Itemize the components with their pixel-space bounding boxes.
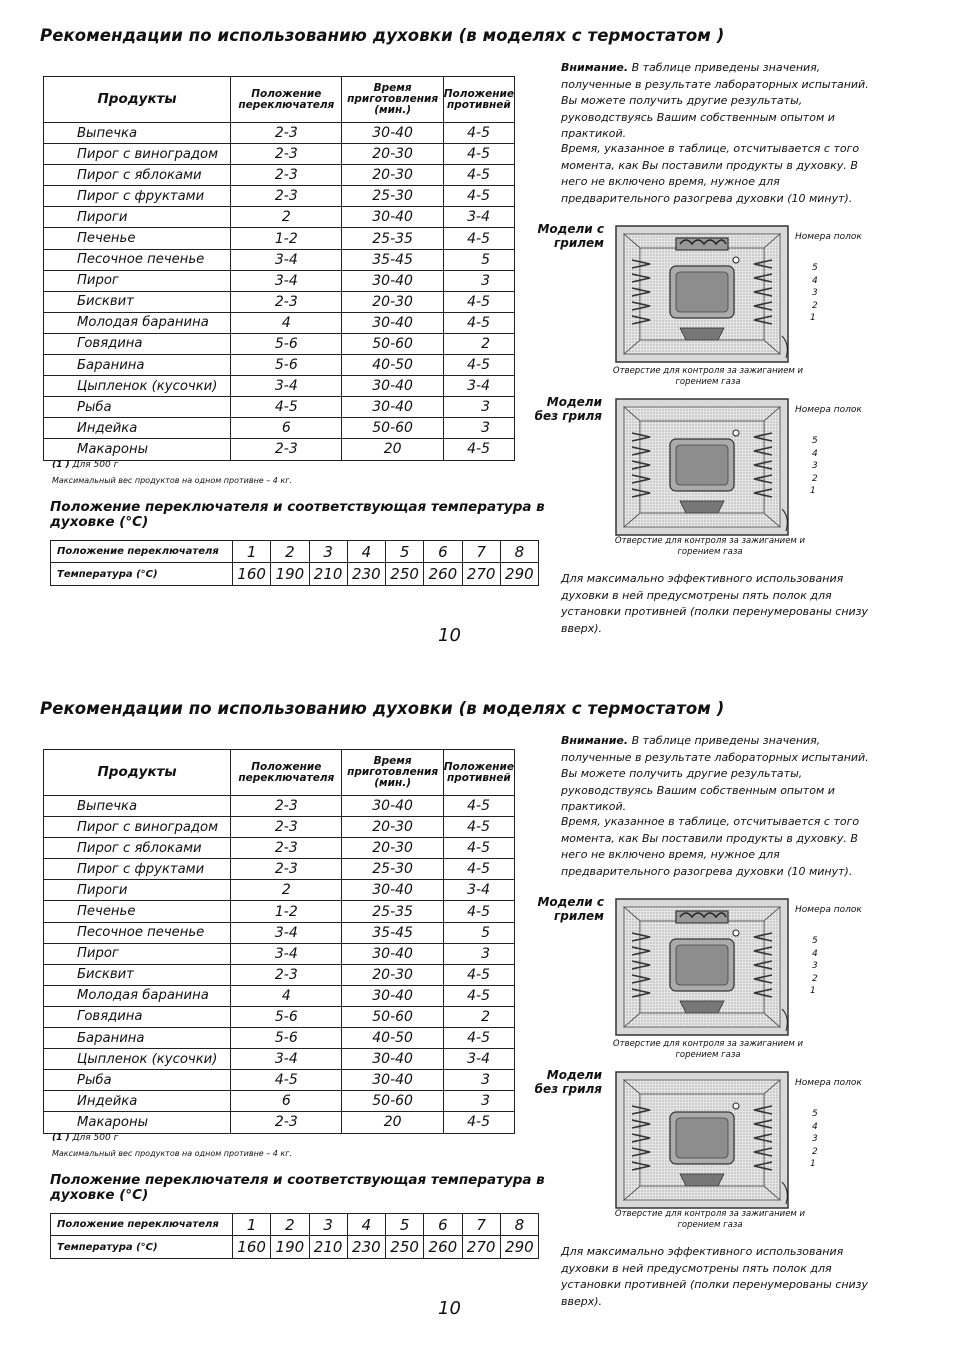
temperature-cell: 270 — [462, 563, 500, 586]
switch-position: 3-4 — [231, 270, 342, 291]
temperature-row-values — [51, 563, 539, 586]
cooking-time: 25-30 — [342, 859, 443, 880]
switch-position: 5-6 — [231, 333, 342, 354]
shelves-note: Для максимально эффективного использования духовки в ней предусмотрены пять полок для установки противней (полки перенумерованы снизу вверх). — [561, 1245, 869, 1308]
switch-position: 2-3 — [231, 817, 342, 838]
page-number: 10 — [438, 625, 461, 646]
temperature-cell: 250 — [386, 1236, 424, 1259]
switch-position: 2-3 — [231, 291, 342, 312]
shelf-position: 3 — [443, 397, 514, 418]
shelf-position: 4-5 — [443, 985, 514, 1006]
table-row — [44, 985, 515, 1006]
table-row — [44, 1049, 515, 1070]
cooking-time: 20-30 — [342, 817, 443, 838]
shelf-position: 4-5 — [443, 228, 514, 249]
footnote-2: Максимальный вес продуктов на одном противне – 4 кг. — [52, 1149, 293, 1158]
header-shelf: Положение противней — [443, 750, 514, 796]
cooking-time: 30-40 — [342, 207, 443, 228]
shelf-position: 4-5 — [443, 291, 514, 312]
product-name: Пирог — [44, 270, 231, 291]
shelves-note: Для максимально эффективного использования духовки в ней предусмотрены пять полок для установки противней (полки перенумерованы снизу вверх). — [561, 572, 869, 635]
oven-nogrill-illustration — [614, 397, 790, 537]
cooking-time: 20-30 — [342, 165, 443, 186]
cooking-time: 35-45 — [342, 922, 443, 943]
oven-grill-illustration — [614, 897, 790, 1037]
product-name: Пирог с фруктами — [44, 859, 231, 880]
table-row — [44, 880, 515, 901]
table-row — [44, 1070, 515, 1091]
product-name: Бисквит — [44, 291, 231, 312]
shelf-position: 4-5 — [443, 123, 514, 144]
header-time: Время приготовления (мин.) — [342, 750, 443, 796]
product-name: Макароны — [44, 439, 231, 460]
table-row — [44, 943, 515, 964]
table-row — [44, 796, 515, 817]
shelf-position: 5 — [443, 922, 514, 943]
temperature-row-positions — [51, 1214, 539, 1236]
cooking-time: 50-60 — [342, 1006, 443, 1027]
cooking-time: 20-30 — [342, 144, 443, 165]
attention-note: Внимание. В таблице приведены значения, полученные в результате лабораторных испытаний. Вы можете получить другие результаты, руководствуясь Вашим собственным опытом и практикой. — [561, 734, 869, 813]
shelf-position: 4-5 — [443, 901, 514, 922]
shelf-number: 4 — [812, 448, 818, 459]
product-name: Индейка — [44, 1091, 231, 1112]
table-row — [44, 1112, 515, 1133]
model-nogrill-label: Модели без гриля — [534, 395, 602, 423]
table-row — [44, 228, 515, 249]
cooking-time: 25-35 — [342, 228, 443, 249]
switch-position: 6 — [231, 418, 342, 439]
temperature-cell: 270 — [462, 1236, 500, 1259]
shelf-number: 3 — [812, 961, 818, 972]
shelf-numbers-label: Номера полок — [795, 232, 862, 242]
product-name: Пирог с виноградом — [44, 817, 231, 838]
product-name: Пирог с виноградом — [44, 144, 231, 165]
table-row — [44, 312, 515, 333]
manual-page — [0, 0, 954, 672]
shelf-number: 4 — [812, 948, 818, 959]
switch-position-cell: 7 — [462, 1214, 500, 1236]
switch-position: 3-4 — [231, 376, 342, 397]
temperature-cell: 290 — [500, 563, 538, 586]
shelf-number: 2 — [812, 1146, 818, 1157]
switch-position-cell: 2 — [271, 1214, 309, 1236]
temperatures-label: Температура (°С) — [51, 1236, 233, 1259]
switch-position-cell: 1 — [233, 541, 271, 563]
cooking-time: 20 — [342, 439, 443, 460]
shelf-position: 4-5 — [443, 439, 514, 460]
switch-position-cell: 5 — [386, 1214, 424, 1236]
temperature-cell: 260 — [424, 1236, 462, 1259]
product-name: Выпечка — [44, 796, 231, 817]
manual-page — [0, 673, 954, 1345]
temperature-row-values — [51, 1236, 539, 1259]
temperature-subtitle: Положение переключателя и соответствующая температура в духовке (°С) — [50, 499, 545, 530]
switch-position-cell: 1 — [233, 1214, 271, 1236]
cooking-time: 20-30 — [342, 291, 443, 312]
header-switch: Положение переключателя — [231, 77, 342, 123]
cooking-time: 20-30 — [342, 964, 443, 985]
cooking-time: 30-40 — [342, 397, 443, 418]
product-name: Цыпленок (кусочки) — [44, 1049, 231, 1070]
shelf-position: 4-5 — [443, 165, 514, 186]
switch-position: 6 — [231, 1091, 342, 1112]
cooking-time: 30-40 — [342, 123, 443, 144]
shelf-position: 3 — [443, 1070, 514, 1091]
cooking-time: 30-40 — [342, 796, 443, 817]
temperatures-label: Температура (°С) — [51, 563, 233, 586]
table-row — [44, 270, 515, 291]
shelf-position: 2 — [443, 333, 514, 354]
switch-position: 2-3 — [231, 144, 342, 165]
temperature-cell: 210 — [309, 1236, 347, 1259]
switch-position: 3-4 — [231, 922, 342, 943]
table-row — [44, 123, 515, 144]
header-product: Продукты — [44, 77, 231, 123]
switch-position: 4-5 — [231, 1070, 342, 1091]
shelf-number: 5 — [812, 263, 818, 273]
oven-nogrill-illustration — [614, 1070, 790, 1210]
cooking-time: 30-40 — [342, 270, 443, 291]
product-name: Печенье — [44, 901, 231, 922]
switch-position: 2-3 — [231, 838, 342, 859]
table-row — [44, 1028, 515, 1049]
table-row — [44, 901, 515, 922]
switch-position: 4 — [231, 312, 342, 333]
product-name: Говядина — [44, 1006, 231, 1027]
temperature-cell: 160 — [233, 563, 271, 586]
switch-position: 5-6 — [231, 1028, 342, 1049]
header-product: Продукты — [44, 750, 231, 796]
switch-position-cell: 4 — [347, 1214, 385, 1236]
cooking-time: 40-50 — [342, 355, 443, 376]
time-note: Время, указанное в таблице, отсчитывается с того момента, как Вы поставили продукты в духовку. В него не включено время, нужное для предварительного разогрева духовки (10 минут). — [561, 142, 860, 205]
temperature-cell: 210 — [309, 563, 347, 586]
shelf-numbers-label: Номера полок — [795, 905, 862, 915]
header-shelf: Положение противней — [443, 77, 514, 123]
cooking-time: 40-50 — [342, 1028, 443, 1049]
oven-grill-illustration — [614, 224, 790, 364]
switch-position: 2-3 — [231, 186, 342, 207]
switch-position-cell: 2 — [271, 541, 309, 563]
temperature-cell: 190 — [271, 563, 309, 586]
table-row — [44, 165, 515, 186]
footnote-1: (1 ) Для 500 г — [52, 1133, 119, 1143]
footnote-1: (1 ) Для 500 г — [52, 460, 119, 470]
switch-position: 5-6 — [231, 1006, 342, 1027]
table-header — [44, 77, 515, 123]
shelf-number: 4 — [812, 275, 818, 286]
switch-position-cell: 3 — [309, 1214, 347, 1236]
shelf-position: 4-5 — [443, 859, 514, 880]
model-grill-label: Модели с грилем — [537, 895, 604, 923]
table-row — [44, 817, 515, 838]
product-name: Песочное печенье — [44, 249, 231, 270]
model-nogrill-label: Модели без гриля — [534, 1068, 602, 1096]
temperature-cell: 260 — [424, 563, 462, 586]
table-row — [44, 186, 515, 207]
product-name: Бисквит — [44, 964, 231, 985]
temperature-cell: 160 — [233, 1236, 271, 1259]
shelf-number: 3 — [812, 1134, 818, 1145]
header-time: Время приготовления (мин.) — [342, 77, 443, 123]
shelf-position: 4-5 — [443, 817, 514, 838]
switch-position-cell: 8 — [500, 541, 538, 563]
shelf-number: 3 — [812, 461, 818, 472]
switch-position-cell: 5 — [386, 541, 424, 563]
table-row — [44, 439, 515, 460]
product-name: Пироги — [44, 880, 231, 901]
cooking-time: 50-60 — [342, 333, 443, 354]
product-name: Молодая баранина — [44, 985, 231, 1006]
page-title: Рекомендации по использованию духовки (в моделях с термостатом ) — [40, 699, 725, 718]
table-row — [44, 376, 515, 397]
switch-position: 2-3 — [231, 796, 342, 817]
table-row — [44, 418, 515, 439]
switch-position: 2-3 — [231, 1112, 342, 1133]
table-row — [44, 859, 515, 880]
switch-position: 5-6 — [231, 355, 342, 376]
gas-hole-caption: Отверстие для контроля за зажиганием и горением газа — [614, 536, 806, 557]
cooking-time: 50-60 — [342, 418, 443, 439]
product-name: Печенье — [44, 228, 231, 249]
cooking-time: 25-30 — [342, 186, 443, 207]
switch-position-cell: 6 — [424, 541, 462, 563]
shelf-position: 2 — [443, 1006, 514, 1027]
switch-position: 2-3 — [231, 123, 342, 144]
cooking-time: 30-40 — [342, 376, 443, 397]
switch-position: 2-3 — [231, 165, 342, 186]
shelf-position: 4-5 — [443, 796, 514, 817]
product-name: Выпечка — [44, 123, 231, 144]
product-name: Индейка — [44, 418, 231, 439]
product-name: Песочное печенье — [44, 922, 231, 943]
product-name: Пирог с фруктами — [44, 186, 231, 207]
shelf-position: 5 — [443, 249, 514, 270]
switch-position: 3-4 — [231, 1049, 342, 1070]
header-switch: Положение переключателя — [231, 750, 342, 796]
shelf-number: 5 — [812, 436, 818, 446]
positions-label: Положение переключателя — [51, 541, 233, 563]
temperature-cell: 250 — [386, 563, 424, 586]
shelf-number: 1 — [810, 486, 816, 497]
cooking-time: 35-45 — [342, 249, 443, 270]
shelf-position: 4-5 — [443, 312, 514, 333]
temperature-table — [50, 540, 539, 586]
product-name: Рыба — [44, 1070, 231, 1091]
shelf-position: 4-5 — [443, 838, 514, 859]
product-name: Рыба — [44, 397, 231, 418]
cooking-time: 30-40 — [342, 985, 443, 1006]
switch-position: 1-2 — [231, 228, 342, 249]
switch-position-cell: 6 — [424, 1214, 462, 1236]
attention-note: Внимание. В таблице приведены значения, полученные в результате лабораторных испытаний. Вы можете получить другие результаты, руководствуясь Вашим собственным опытом и практикой. — [561, 61, 869, 140]
shelf-number: 5 — [812, 1109, 818, 1119]
cooking-time: 30-40 — [342, 880, 443, 901]
table-row — [44, 1006, 515, 1027]
switch-position: 2 — [231, 880, 342, 901]
shelf-number: 1 — [810, 313, 816, 324]
page-number: 10 — [438, 1298, 461, 1319]
cooking-time: 30-40 — [342, 312, 443, 333]
table-row — [44, 207, 515, 228]
shelf-position: 4-5 — [443, 144, 514, 165]
table-header — [44, 750, 515, 796]
shelf-number: 5 — [812, 936, 818, 946]
product-name: Пирог — [44, 943, 231, 964]
shelf-position: 4-5 — [443, 186, 514, 207]
shelf-position: 3-4 — [443, 880, 514, 901]
switch-position: 1-2 — [231, 901, 342, 922]
switch-position-cell: 4 — [347, 541, 385, 563]
switch-position-cell: 3 — [309, 541, 347, 563]
shelf-position: 3 — [443, 943, 514, 964]
table-row — [44, 249, 515, 270]
shelf-number: 2 — [812, 973, 818, 984]
product-name: Баранина — [44, 355, 231, 376]
cooking-time: 50-60 — [342, 1091, 443, 1112]
shelf-number: 2 — [812, 473, 818, 484]
cooking-time: 30-40 — [342, 1049, 443, 1070]
cooking-time: 30-40 — [342, 1070, 443, 1091]
shelf-position: 3 — [443, 1091, 514, 1112]
table-row — [44, 355, 515, 376]
gas-hole-caption: Отверстие для контроля за зажиганием и горением газа — [612, 366, 804, 387]
cooking-time: 20-30 — [342, 838, 443, 859]
switch-position: 3-4 — [231, 249, 342, 270]
product-name: Пирог с яблоками — [44, 165, 231, 186]
shelf-numbers-label: Номера полок — [795, 405, 862, 415]
temperature-subtitle: Положение переключателя и соответствующая температура в духовке (°С) — [50, 1172, 545, 1203]
shelf-position: 3-4 — [443, 376, 514, 397]
switch-position-cell: 7 — [462, 541, 500, 563]
switch-position: 2-3 — [231, 859, 342, 880]
shelf-position: 4-5 — [443, 355, 514, 376]
table-row — [44, 922, 515, 943]
shelf-number: 2 — [812, 300, 818, 311]
shelf-position: 3 — [443, 270, 514, 291]
cooking-time: 20 — [342, 1112, 443, 1133]
product-name: Макароны — [44, 1112, 231, 1133]
page-title: Рекомендации по использованию духовки (в моделях с термостатом ) — [40, 26, 725, 45]
recommendations-table — [43, 749, 515, 1134]
shelf-position: 3-4 — [443, 207, 514, 228]
temperature-cell: 290 — [500, 1236, 538, 1259]
cooking-time: 25-35 — [342, 901, 443, 922]
positions-label: Положение переключателя — [51, 1214, 233, 1236]
shelf-number: 1 — [810, 1159, 816, 1170]
temperature-table — [50, 1213, 539, 1259]
shelf-number: 4 — [812, 1121, 818, 1132]
switch-position: 2-3 — [231, 964, 342, 985]
switch-position: 3-4 — [231, 943, 342, 964]
table-row — [44, 333, 515, 354]
gas-hole-caption: Отверстие для контроля за зажиганием и горением газа — [612, 1039, 804, 1060]
product-name: Пироги — [44, 207, 231, 228]
table-row — [44, 1091, 515, 1112]
shelf-position: 3-4 — [443, 1049, 514, 1070]
table-row — [44, 838, 515, 859]
model-grill-label: Модели с грилем — [537, 222, 604, 250]
shelf-position: 3 — [443, 418, 514, 439]
product-name: Баранина — [44, 1028, 231, 1049]
temperature-cell: 190 — [271, 1236, 309, 1259]
product-name: Пирог с яблоками — [44, 838, 231, 859]
temperature-cell: 230 — [347, 1236, 385, 1259]
shelf-position: 4-5 — [443, 964, 514, 985]
table-row — [44, 144, 515, 165]
table-row — [44, 964, 515, 985]
table-row — [44, 291, 515, 312]
gas-hole-caption: Отверстие для контроля за зажиганием и горением газа — [614, 1209, 806, 1230]
switch-position: 2-3 — [231, 439, 342, 460]
recommendations-table — [43, 76, 515, 461]
footnote-2: Максимальный вес продуктов на одном противне – 4 кг. — [52, 476, 293, 485]
switch-position: 4-5 — [231, 397, 342, 418]
switch-position: 2 — [231, 207, 342, 228]
shelf-number: 3 — [812, 288, 818, 299]
switch-position-cell: 8 — [500, 1214, 538, 1236]
temperature-cell: 230 — [347, 563, 385, 586]
time-note: Время, указанное в таблице, отсчитывается с того момента, как Вы поставили продукты в духовку. В него не включено время, нужное для предварительного разогрева духовки (10 минут). — [561, 815, 860, 878]
shelf-number: 1 — [810, 986, 816, 997]
product-name: Цыпленок (кусочки) — [44, 376, 231, 397]
product-name: Говядина — [44, 333, 231, 354]
product-name: Молодая баранина — [44, 312, 231, 333]
shelf-position: 4-5 — [443, 1028, 514, 1049]
shelf-numbers-label: Номера полок — [795, 1078, 862, 1088]
cooking-time: 30-40 — [342, 943, 443, 964]
table-row — [44, 397, 515, 418]
switch-position: 4 — [231, 985, 342, 1006]
shelf-position: 4-5 — [443, 1112, 514, 1133]
temperature-row-positions — [51, 541, 539, 563]
